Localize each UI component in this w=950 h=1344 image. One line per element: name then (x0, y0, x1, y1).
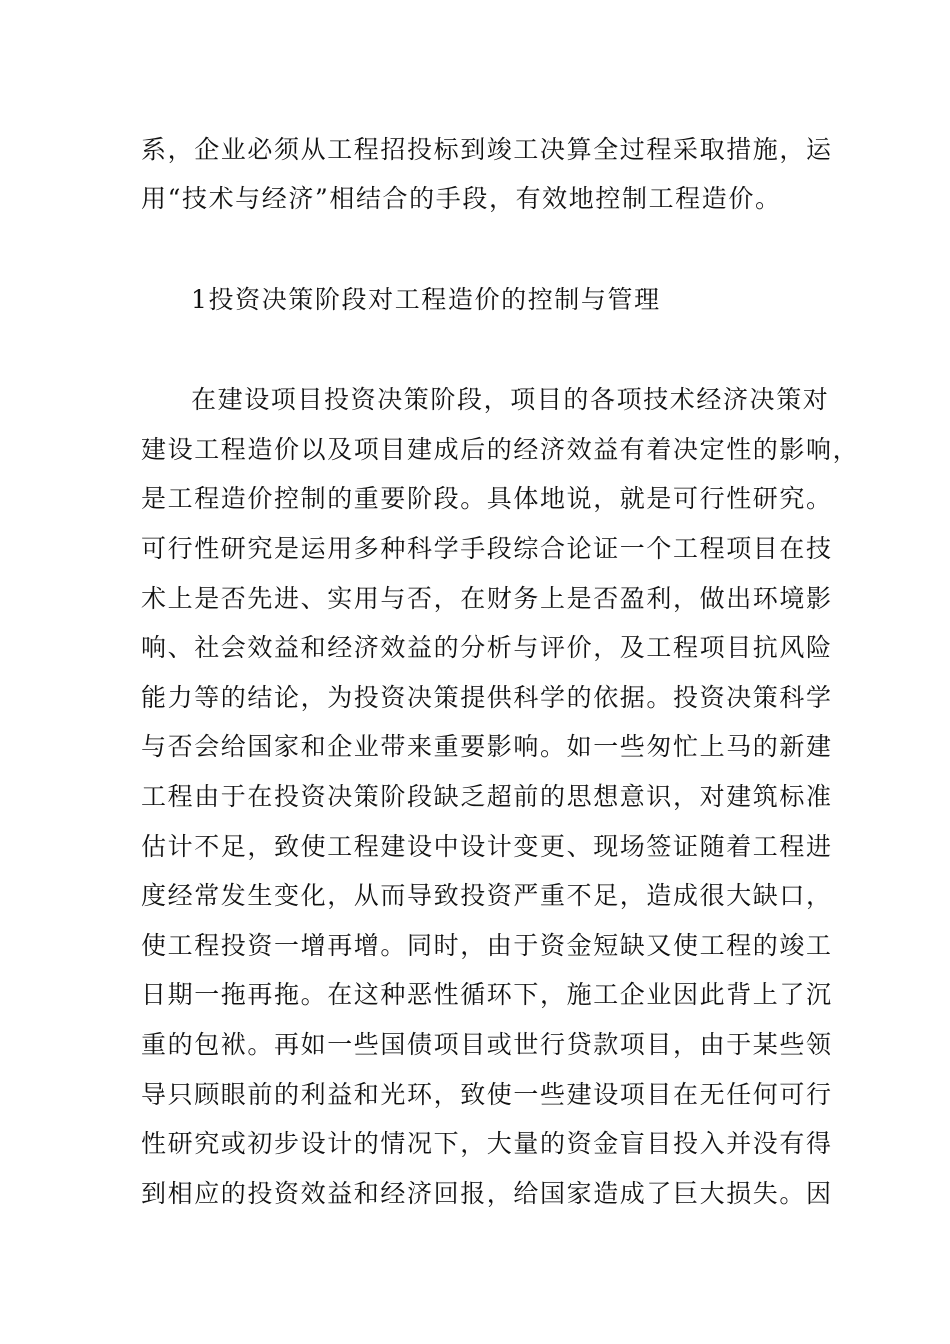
paragraph-line: 重的包袱。再如一些国债项目或世行贷款项目，由于某些领 (141, 1030, 833, 1059)
paragraph-line: 日期一拖再拖。在这种恶性循环下，施工企业因此背上了沉 (141, 980, 833, 1009)
paragraph-line: 使工程投资一增再增。同时，由于资金短缺又使工程的竣工 (141, 931, 833, 960)
section-heading: 1投资决策阶段对工程造价的控制与管理 (191, 285, 661, 314)
paragraph-line: 与否会给国家和企业带来重要影响。如一些匆忙上马的新建 (141, 732, 833, 761)
paragraph-line: 是工程造价控制的重要阶段。具体地说，就是可行性研究。 (141, 484, 833, 513)
paragraph-line: 建设工程造价以及项目建成后的经济效益有着决定性的影响， (141, 435, 860, 464)
paragraph-line: 性研究或初步设计的情况下，大量的资金盲目投入并没有得 (141, 1129, 833, 1158)
paragraph-line: 术上是否先进、实用与否，在财务上是否盈利，做出环境影 (141, 584, 833, 613)
paragraph-line: 度经常发生变化，从而导致投资严重不足，造成很大缺口， (141, 881, 833, 910)
paragraph-line: 工程由于在投资决策阶段缺乏超前的思想意识，对建筑标准 (141, 782, 833, 811)
intro-line: 系，企业必须从工程招投标到竣工决算全过程采取措施，运 (141, 135, 833, 164)
paragraph-line: 响、社会效益和经济效益的分析与评价，及工程项目抗风险 (141, 633, 833, 662)
paragraph-line: 导只顾眼前的利益和光环，致使一些建设项目在无任何可行 (141, 1080, 833, 1109)
paragraph-line: 估计不足，致使工程建设中设计变更、现场签证随着工程进 (141, 832, 833, 861)
intro-line: 用“技术与经济”相结合的手段，有效地控制工程造价。 (141, 184, 782, 213)
paragraph-line: 可行性研究是运用多种科学手段综合论证一个工程项目在技 (141, 534, 833, 563)
paragraph-line: 到相应的投资效益和经济回报，给国家造成了巨大损失。因 (141, 1179, 833, 1208)
paragraph-line: 能力等的结论，为投资决策提供科学的依据。投资决策科学 (141, 683, 833, 712)
paragraph-line: 在建设项目投资决策阶段，项目的各项技术经济决策对 (191, 385, 830, 414)
